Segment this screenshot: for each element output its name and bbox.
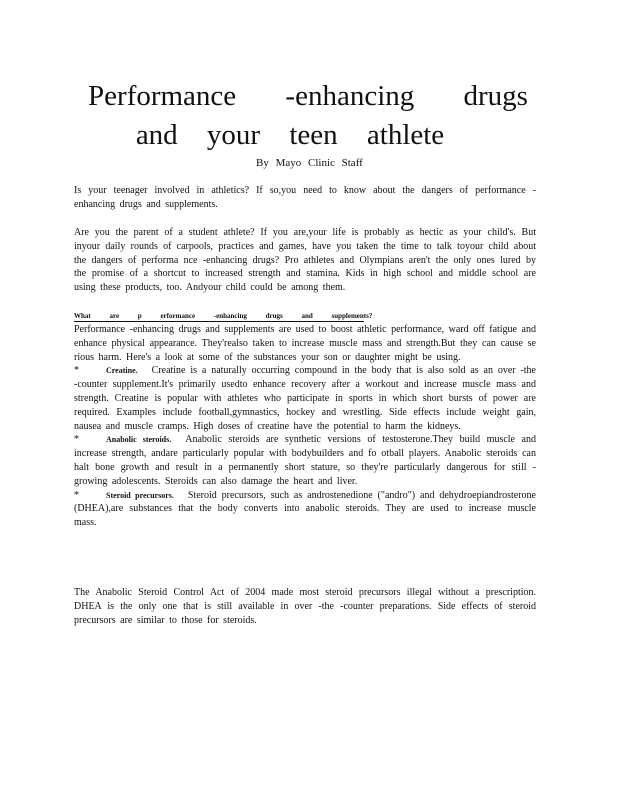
item-term: Anabolic steroids.: [106, 435, 172, 445]
title-line-2: and your teen athlete: [135, 119, 445, 151]
item-term: Steroid precursors.: [106, 490, 174, 500]
list-item: [74, 433, 536, 488]
title-line-1: Performance -enhancing drugs: [88, 80, 528, 112]
section-body: [74, 323, 536, 530]
closing-paragraph: The Anabolic Steroid Control Act of 2004 made most steroid precursors illegal without a prescription. DHEA is the only one that is still available in over -the -counter preparations. Side effects of steroid precursors are similar to those for steroids.: [74, 587, 536, 626]
bullet-marker: *: [74, 434, 79, 446]
list-item: [74, 364, 536, 433]
list-item: [74, 489, 536, 530]
item-text: Creatine is a naturally occurring compound in the body that is also sold as an over -the -counter supplement.It's primarily usedto enhance recovery after a workout and increase muscle mass and strength. Creatine is popular with athletes who participate in sports in which short bursts of power are required. Examples include football,gymnastics, hockey and wrestling. Side effects include weight gain, nausea and muscle cramps. High doses of creatine have the potential to harm the kidneys.: [74, 365, 536, 432]
item-term: Creatine.: [106, 366, 138, 376]
section-intro: Performance -enhancing drugs and supplements are used to boost athletic performance, ward off fatigue and enhance physical appearance. They'realso taken to increase muscle mass and strength.But they can cause se rious harm. Here's a look at some of the substances your son or daughter might be using.: [74, 324, 536, 363]
item-text: Steroid precursors, such as androstenedione ("andro") and dehydroepiandrosterone (DHEA),are substances that the body converts into anabolic steroids. They are used to increase muscle mass.: [74, 489, 536, 529]
bullet-marker: *: [74, 489, 79, 501]
item-text: Anabolic steroids are synthetic versions of testosterone.They build muscle and increase strength, andare particularly popular with bodybuilders and fo otball players. Anabolic steroids can halt bone growth and result in a permanently short stature, so they're particularly dangerous for still -growing adolescents. Steroids can also damage the heart and liver.: [74, 434, 536, 487]
bullet-marker: *: [74, 365, 79, 377]
intro-paragraph-2: Are you the parent of a student athlete? If you are,your life is probably as hectic as your child's. But inyour daily rounds of carpools, practices and games, have you taken the time to talk toyour child about the dangers of performa nce -enhancing drugs? Pro athletes and Olympians aren't the only ones lured by the promise of a shortcut to increased strength and stamina. Kids in high school and middle school are using these products, too. Andyour child could be among them.: [74, 227, 536, 294]
byline: By Mayo Clinic Staff: [256, 157, 363, 169]
section-heading: What are p erformance -enhancing drugs and supplements?: [74, 312, 373, 320]
intro-paragraph-1: Is your teenager involved in athletics? If so,you need to know about the dangers of performance - enhancing drugs and supplements.: [74, 185, 536, 210]
